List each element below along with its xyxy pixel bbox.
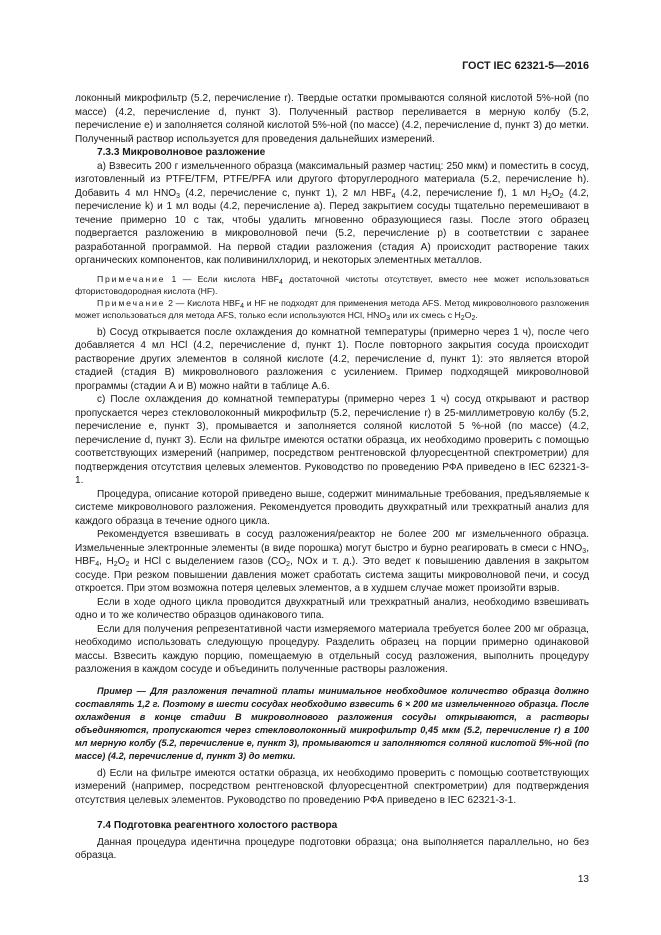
- paragraph: Данная процедура идентична процедуре подготовки образца; она выполняется параллельно, но без образца.: [75, 836, 589, 861]
- paragraph: Рекомендуется взвешивать в сосуд разложения/реактор не более 200 мг измельченного образца. Измельченные электронные элементы (в виде порошка) могут быстро и бурно реагировать в смеси с $HNO_3$, $HBF_4$, $H_2O_2$ и HCl с выделением газов ($CO_2$, NOx и т. д.). Это ведет к повышению давления в закрытом сосуде. При резком повышении давления может сработать система защиты микроволновой печи, и сосуд откроется. При этом возможна потеря целевых элементов, а в худшем случае может произойти взрыв.: [75, 529, 589, 594]
- paragraph: локонный микрофильтр (5.2, перечисление r). Твердые остатки промываются соляной кислотой 5%-ной (по массе) (4.2, перечисление d, пункт 3). Полученный раствор переливается в мерную колбу (5.2, перечисление e) и заполняется соляной кислотой 5%-ной (по массе) (4.2, перечисление d, пункт 3) до метки. Полученный раствор используется для проведения дальнейших измерений.: [75, 93, 589, 145]
- note-1: Примечание 1 — Если кислота $HBF_4$ достаточной чистоты отсутствует, вместо нее может использоваться фтористоводородная кислота (HF).: [75, 273, 589, 296]
- paragraph: Если в ходе одного цикла проводится двухкратный или трехкратный анализ, необходимо взвешивать одно и то же количество образцов одинакового типа.: [75, 596, 589, 621]
- section-title-7-4: 7.4 Подготовка реагентного холостого раствора: [97, 820, 338, 831]
- example-block: Пример — Для разложения печатной платы минимальное необходимое количество образца должно составлять 1,2 г. Поэтому в шести сосудах необходимо взвесить 6 × 200 мг измельченного образца. После охлаждения в конце стадии B микроволнового разложения сосуды открываются, а растворы объединяются, пропускаются через стекловолоконный микрофильтр 0,45 мкм (5.2, перечисление r) в 100 мл мерную колбу (5.2, перечисление e, пункт 3), промываются и заполняются соляной кислотой 5%-ной (по массе) (4.2, перечисление d, пункт 3) до метки.: [75, 685, 589, 761]
- paragraph: Процедура, описание которой приведено выше, содержит минимальные требования, предъявляемые к системе микроволнового разложения. Рекомендуется проводить двухкратный или трехкратный анализ для каждого образца в течение одного цикла.: [75, 488, 589, 527]
- list-item-b: b) Сосуд открывается после охлаждения до комнатной температуры (примерно через 1 ч), после чего добавляется 4 мл HCl (4.2, перечисление d, пункт 1). После повторного закрытия сосуда происходит растворение других элементов в соляной кислоте (4.2, перечисление d, пункт 1): это является второй стадией (стадия B) микроволнового разложения с усилением. Пример подходящей микроволновой программы (стадии A и B) можно найти в таблице A.6.: [75, 326, 589, 392]
- page-number: 13: [577, 874, 589, 885]
- page-content: [75, 92, 589, 863]
- list-item-d: d) Если на фильтре имеются остатки образца, их необходимо проверить с помощью соответствующих измерений (например, посредством рентгеновской флуоресцентной спектрометрии) для подтверждения отсутствия целевых элементов. Руководство по проведению РФА приведено в IEC 62321-3-1.: [75, 767, 589, 806]
- paragraph: Если для получения репрезентативной части измеряемого материала требуется более 200 мг образца, необходимо использовать следующую процедуру. Разделить образец на порции примерно одинаковой массы. Взвесить каждую порцию, помещаемую в отдельный сосуд разложения, выполнить процедуру разложения в каждом сосуде и объединить полученные растворы разложения.: [75, 623, 589, 675]
- standard-header: ГОСТ IEC 62321-5—2016: [462, 60, 589, 72]
- note-2: Примечание 2 — Кислота $HBF_4$ и HF не подходят для применения метода AFS. Метод микроволнового разложения может использоваться для метода AFS, только если используются HCl, $HNO_3$ или их смесь с $H_2O_2$.: [75, 297, 590, 322]
- list-item-c: c) После охлаждения до комнатной температуры (примерно через 1 ч) сосуд открывают и раствор пропускается через стекловолоконный микрофильтр (5.2, перечисление r) в 25-миллиметровую колбу (5.2, перечисление e, пункт 3), промывается и заполняется соляной кислотой 5 %-ной (по массе) (4.2, перечисление d, пункт 3). Если на фильтре имеются остатки образца, их необходимо проверить с помощью соответствующих измерений (например, посредством рентгеновской флуоресцентной спектрометрии) для подтверждения отсутствия целевых элементов. Руководство по проведению РФА приведено в IEC 62321-3-1.: [75, 394, 589, 486]
- section-title-7-3-3: 7.3.3 Микроволновое разложение: [97, 147, 266, 158]
- list-item-a: а) Взвесить 200 г измельченного образца (максимальный размер частиц: 250 мкм) и поместить в сосуд, изготовленный из PTFE/TFM, PTFE/PFA или другого фторуглеродного материала (5.2, перечисление h). Добавить 4 мл $HNO_3$ (4.2, перечисление c, пункт 1), 2 мл $HBF_4$ (4.2, перечисление f), 1 мл $H_2O_2$ (4.2, перечисление k) и 1 мл воды (4.2, перечисление a). Перед закрытием сосуды тщательно перемешивают в течение примерно 10 с так, чтобы удалить мгновенно образующиеся газы. После этого образец подвергается разложению в микроволновой печи (5.2, перечисление p) в соответствии с заранее разработанной программой. На первой стадии разложения (стадия A) происходит растворение таких органических компонентов, как поливинилхлорид, и некоторых элементных металлов.: [75, 160, 589, 266]
